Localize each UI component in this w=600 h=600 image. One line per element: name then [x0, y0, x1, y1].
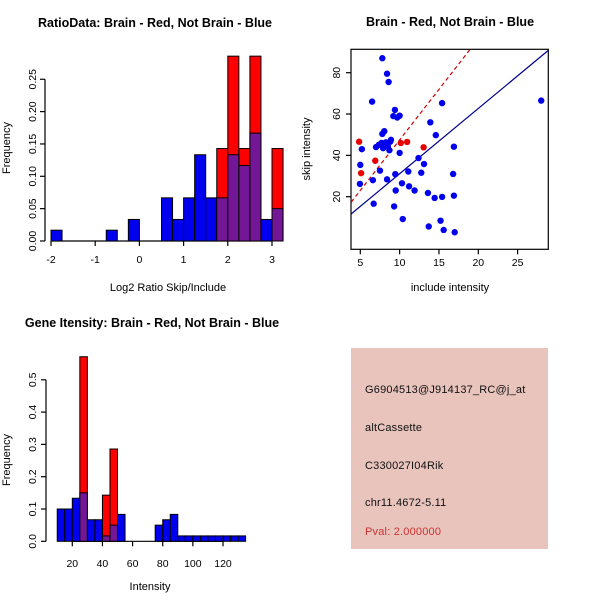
not-brain-point — [385, 79, 391, 85]
not-brain-point — [415, 155, 421, 161]
brain-point — [404, 139, 410, 145]
x-tick-label: 80 — [156, 558, 169, 570]
brain-point — [372, 158, 378, 164]
overlap-histogram-bar — [102, 536, 110, 541]
y-tick-label: 0.20 — [27, 101, 39, 122]
not-brain-point — [451, 192, 457, 198]
ratio-histogram-panel — [0, 0, 300, 300]
not-brain-point — [384, 71, 390, 77]
not-brain-point — [400, 216, 406, 222]
y-axis-label: Frequency — [1, 122, 13, 174]
blue-histogram-bar — [178, 536, 186, 541]
not-brain-point — [357, 181, 363, 187]
blue-histogram-bar — [72, 498, 80, 541]
not-brain-point — [538, 97, 544, 103]
x-tick-label: -1 — [90, 254, 100, 266]
probe-id-text: G6904513@J914137_RC@j_at — [365, 384, 526, 396]
not-brain-point — [425, 190, 431, 196]
x-tick-label: 3 — [269, 254, 275, 266]
blue-histogram-bar — [95, 520, 103, 542]
not-brain-point — [392, 171, 398, 177]
overlap-histogram-bar — [110, 525, 118, 541]
x-tick-label: -2 — [46, 254, 56, 266]
x-tick-label: 100 — [184, 558, 202, 570]
blue-histogram-bar — [206, 198, 217, 241]
not-brain-point — [440, 227, 446, 233]
y-tick-label: 0.0 — [27, 533, 39, 549]
blue-histogram-bar — [155, 525, 163, 541]
not-brain-point — [384, 176, 390, 182]
blue-histogram-bar — [261, 219, 272, 241]
not-brain-point — [451, 229, 457, 235]
x-tick-label: 20 — [472, 257, 485, 269]
blue-histogram-bar — [106, 230, 117, 241]
blue-histogram-bar — [65, 509, 73, 541]
chart-title: RatioData: Brain - Red, Not Brain - Blue — [37, 16, 273, 30]
y-tick-label: 0.1 — [27, 501, 39, 517]
gene-info-box — [351, 348, 548, 549]
x-tick-label: 0 — [136, 254, 143, 266]
not-brain-point — [369, 98, 375, 104]
blue-histogram-bar — [195, 155, 206, 241]
ratio-histogram-chart — [0, 0, 300, 300]
x-tick-label: 2 — [224, 254, 231, 266]
blue-histogram-bar — [163, 520, 171, 542]
not-brain-point — [450, 171, 456, 177]
overlap-histogram-bar — [228, 155, 239, 241]
x-tick-label: 25 — [511, 257, 524, 269]
overlap-histogram-bar — [239, 165, 250, 241]
blue-histogram-bar — [238, 536, 246, 541]
blue-histogram-bar — [200, 536, 208, 541]
not-brain-point — [370, 201, 376, 207]
brain-point — [398, 140, 404, 146]
not-brain-point — [396, 112, 402, 118]
gene-intensity-histogram-chart — [0, 300, 300, 600]
x-tick-label: 10 — [393, 257, 406, 269]
red-histogram-bar — [102, 495, 110, 541]
brain-point — [420, 144, 426, 150]
not-brain-point — [359, 146, 365, 152]
y-tick-label: 0.05 — [27, 198, 39, 219]
not-brain-point — [406, 183, 412, 189]
blue-histogram-bar — [118, 514, 126, 541]
not-brain-point — [405, 168, 411, 174]
brain-point — [356, 139, 362, 145]
event-type-text: altCassette — [365, 422, 423, 434]
intensity-scatter-panel — [300, 0, 600, 300]
y-tick-label: 60 — [331, 108, 343, 120]
not-brain-point — [370, 177, 376, 183]
x-axis-label: Log2 Ratio Skip/Include — [109, 282, 227, 294]
blue-histogram-bar — [223, 536, 231, 541]
not-brain-point — [411, 187, 417, 193]
not-brain-point — [379, 131, 385, 137]
y-tick-label: 0.10 — [27, 166, 39, 187]
x-tick-label: 20 — [66, 558, 79, 570]
y-tick-label: 0.3 — [27, 437, 39, 452]
blue-histogram-bar — [57, 509, 65, 541]
not-brain-point — [418, 170, 424, 176]
x-tick-label: 5 — [357, 257, 364, 269]
blue-histogram-bar — [208, 536, 216, 541]
not-brain-point — [421, 161, 427, 167]
not-brain-point — [392, 187, 398, 193]
overlap-histogram-bar — [272, 209, 283, 241]
gene-info-panel — [300, 300, 600, 600]
x-axis-label: Intensity — [129, 581, 171, 593]
blue-histogram-bar — [162, 198, 173, 241]
not-brain-point — [377, 167, 383, 173]
y-tick-label: 0.00 — [27, 230, 39, 252]
blue-histogram-bar — [231, 536, 239, 541]
chart-title: Gene Itensity: Brain - Red, Not Brain - Blue — [24, 316, 280, 330]
blue-histogram-bar — [170, 514, 178, 541]
not-brain-point — [439, 100, 445, 106]
blue-histogram-bar — [87, 520, 95, 542]
not-brain-point — [433, 132, 439, 138]
x-tick-label: 40 — [96, 558, 109, 570]
blue-histogram-bar — [51, 230, 62, 241]
blue-histogram-bar — [128, 219, 139, 241]
not-brain-point — [396, 150, 402, 156]
intensity-scatter-chart — [300, 0, 600, 300]
y-tick-label: 0.15 — [27, 133, 39, 155]
not-brain-point — [431, 195, 437, 201]
overlap-histogram-bar — [250, 133, 261, 241]
brain-point — [358, 170, 364, 176]
overlap-histogram-bar — [217, 198, 228, 241]
y-tick-label: 0.2 — [27, 469, 39, 485]
gene-symbol-text: C330027I04Rik — [365, 460, 444, 472]
not-brain-point — [426, 223, 432, 229]
not-brain-point — [439, 194, 445, 200]
not-brain-point — [386, 147, 392, 153]
y-tick-label: 0.4 — [27, 404, 39, 420]
not-brain-point — [379, 55, 385, 61]
gene-intensity-histogram-panel — [0, 300, 300, 600]
blue-histogram-bar — [215, 536, 223, 541]
y-tick-label: 20 — [331, 190, 343, 203]
blue-histogram-bar — [193, 536, 201, 541]
not-brain-point — [427, 119, 433, 125]
x-tick-label: 60 — [126, 558, 139, 570]
chart-title: Brain - Red, Not Brain - Blue — [365, 15, 535, 29]
blue-histogram-bar — [184, 198, 195, 241]
blue-histogram-bar — [173, 219, 184, 241]
not-brain-point — [437, 217, 443, 223]
not-brain-point — [387, 139, 393, 145]
not-brain-point — [451, 143, 457, 149]
y-tick-label: 80 — [331, 66, 343, 79]
y-tick-label: 0.25 — [27, 69, 39, 90]
pval-text: Pval: 2.000000 — [365, 526, 442, 538]
x-tick-label: 1 — [180, 254, 187, 266]
not-brain-point — [357, 162, 363, 168]
brain-fit-line — [351, 50, 470, 203]
x-tick-label: 120 — [214, 558, 232, 570]
not-brain-point — [392, 107, 398, 113]
y-tick-label: 0.5 — [27, 372, 39, 388]
x-axis-label: include intensity — [410, 282, 490, 294]
x-tick-label: 15 — [433, 257, 445, 269]
location-text: chr11.4672-5.11 — [365, 497, 447, 509]
not-brain-point — [399, 180, 405, 186]
blue-histogram-bar — [185, 536, 193, 541]
y-tick-label: 40 — [331, 149, 343, 162]
overlap-histogram-bar — [80, 493, 88, 541]
y-axis-label: skip intensity — [301, 117, 313, 181]
y-axis-label: Frequency — [1, 434, 13, 486]
not-brain-point — [391, 203, 397, 209]
